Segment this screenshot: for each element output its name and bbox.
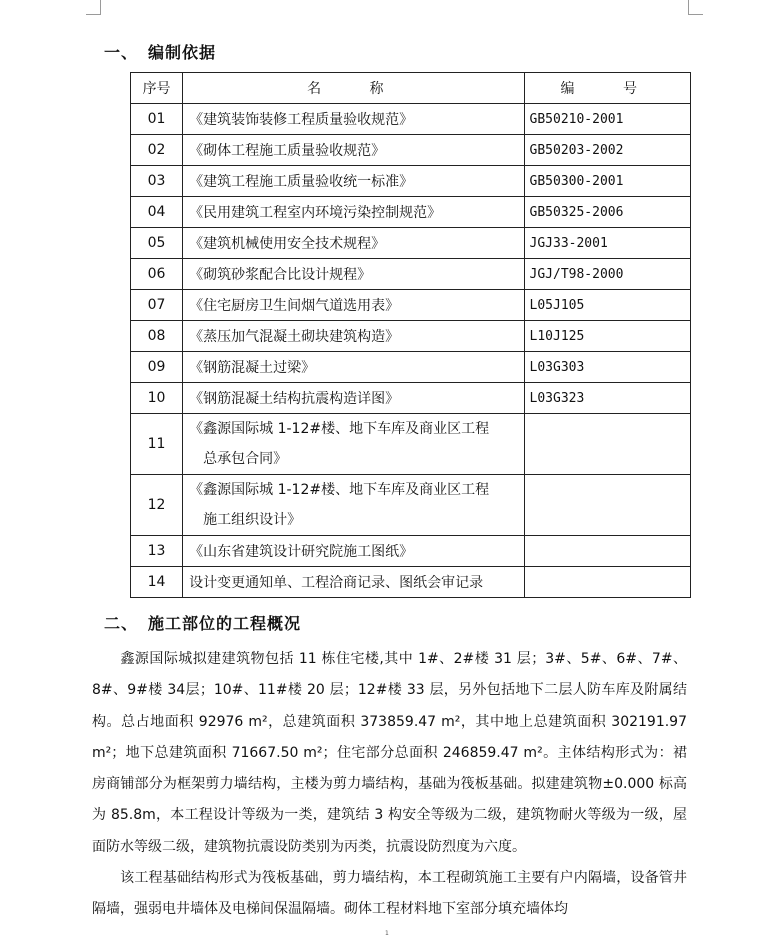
row-name: 《山东省建筑设计研究院施工图纸》 (183, 536, 524, 567)
table-row (131, 166, 691, 197)
row-name-line-2: 总承包合同》 (203, 451, 288, 467)
table-row (131, 321, 691, 352)
table-row (131, 290, 691, 321)
table-row (131, 567, 691, 598)
row-name: 《蒸压加气混凝土砌块建筑构造》 (183, 321, 524, 352)
section-number: 二、 (104, 614, 139, 633)
paragraph (92, 644, 687, 863)
row-code: L03G303 (524, 352, 690, 383)
paragraph-text: 该工程基础结构形式为筏板基础，剪力墙结构，本工程砌筑施工主要有户内隔墙，设备管井隔墙，强弱电井墙体及电梯间保温隔墙。砌体工程材料地下室部分填充墙体均 (92, 870, 687, 918)
header-no: 序号 (131, 73, 183, 104)
row-name: 《建筑工程施工质量验收统一标准》 (183, 166, 524, 197)
row-no: 08 (131, 321, 183, 352)
table-row (131, 536, 691, 567)
page-number: 1 (385, 930, 389, 937)
row-code: JGJ33-2001 (524, 228, 690, 259)
row-name-line-1: 《鑫源国际城 1-12#楼、地下车库及商业区工程 (189, 421, 490, 437)
table-row (131, 475, 691, 536)
row-code (524, 567, 690, 598)
table-row (131, 383, 691, 414)
row-no: 02 (131, 135, 183, 166)
row-no: 07 (131, 290, 183, 321)
row-code: GB50300-2001 (524, 166, 690, 197)
row-code (524, 536, 690, 567)
row-name (183, 475, 524, 536)
row-no: 13 (131, 536, 183, 567)
crop-mark-right (688, 0, 703, 15)
row-no: 10 (131, 383, 183, 414)
row-name-line-1: 《鑫源国际城 1-12#楼、地下车库及商业区工程 (189, 482, 490, 498)
row-no: 12 (131, 475, 183, 536)
row-name: 《民用建筑工程室内环境污染控制规范》 (183, 197, 524, 228)
section-title: 施工部位的工程概况 (148, 614, 302, 633)
row-name (183, 414, 524, 475)
paragraph-text: 鑫源国际城拟建建筑物包括 11 栋住宅楼,其中 1#、2#楼 31 层；3#、5#、6#、7#、8#、9#楼 34层；10#、11#楼 20 层；12#楼 33 层，另外包括地下二层人防车库及附属结构。总占地面积 92976 m²，总建筑面积 373859.47 m²，其中地上总建筑面积 302191.97 m²；地下总建筑面积 71667.50 m²；住宅部分总面积 246859.47 m²。主体结构形式为：裙房商铺部分为框架剪力墙结构，主楼为剪力墙结构，基础为筏板基础。拟建建筑物±0.000 标高为 85.8m，本工程设计等级为一类，建筑结 3 构安全等级为二级，建筑物耐火等级为一级，屋面防水等级二级，建筑物抗震设防类别为丙类，抗震设防烈度为六度。 (92, 651, 687, 855)
section-number: 一、 (104, 43, 139, 62)
row-no: 04 (131, 197, 183, 228)
table-row (131, 104, 691, 135)
project-overview-text (92, 644, 687, 926)
row-code: L10J125 (524, 321, 690, 352)
row-name-line-2: 施工组织设计》 (203, 512, 302, 528)
row-code: JGJ/T98-2000 (524, 259, 690, 290)
table-row (131, 414, 691, 475)
row-name: 《钢筋混凝土过梁》 (183, 352, 524, 383)
header-code: 编 号 (524, 73, 690, 104)
row-code: GB50325-2006 (524, 197, 690, 228)
table-row (131, 197, 691, 228)
table-header-row (131, 73, 691, 104)
row-no: 14 (131, 567, 183, 598)
section-heading-2 (104, 611, 301, 634)
table-row (131, 228, 691, 259)
table-row (131, 259, 691, 290)
row-no: 03 (131, 166, 183, 197)
section-title: 编制依据 (148, 43, 217, 62)
row-no: 09 (131, 352, 183, 383)
row-name: 设计变更通知单、工程洽商记录、图纸会审记录 (183, 567, 524, 598)
row-code: GB50210-2001 (524, 104, 690, 135)
row-name: 《住宅厨房卫生间烟气道选用表》 (183, 290, 524, 321)
row-no: 06 (131, 259, 183, 290)
row-code (524, 414, 690, 475)
row-name: 《建筑机械使用安全技术规程》 (183, 228, 524, 259)
table-row (131, 135, 691, 166)
row-code: L05J105 (524, 290, 690, 321)
section-heading-1 (104, 40, 216, 63)
crop-mark-left (86, 0, 101, 15)
table-row (131, 352, 691, 383)
row-name: 《建筑装饰装修工程质量验收规范》 (183, 104, 524, 135)
row-name: 《砌体工程施工质量验收规范》 (183, 135, 524, 166)
reference-table (130, 72, 691, 598)
row-code (524, 475, 690, 536)
row-no: 01 (131, 104, 183, 135)
row-name: 《砌筑砂浆配合比设计规程》 (183, 259, 524, 290)
header-name: 名 称 (183, 73, 524, 104)
paragraph (92, 863, 687, 926)
row-name: 《钢筋混凝土结构抗震构造详图》 (183, 383, 524, 414)
row-code: GB50203-2002 (524, 135, 690, 166)
row-code: L03G323 (524, 383, 690, 414)
row-no: 11 (131, 414, 183, 475)
row-no: 05 (131, 228, 183, 259)
